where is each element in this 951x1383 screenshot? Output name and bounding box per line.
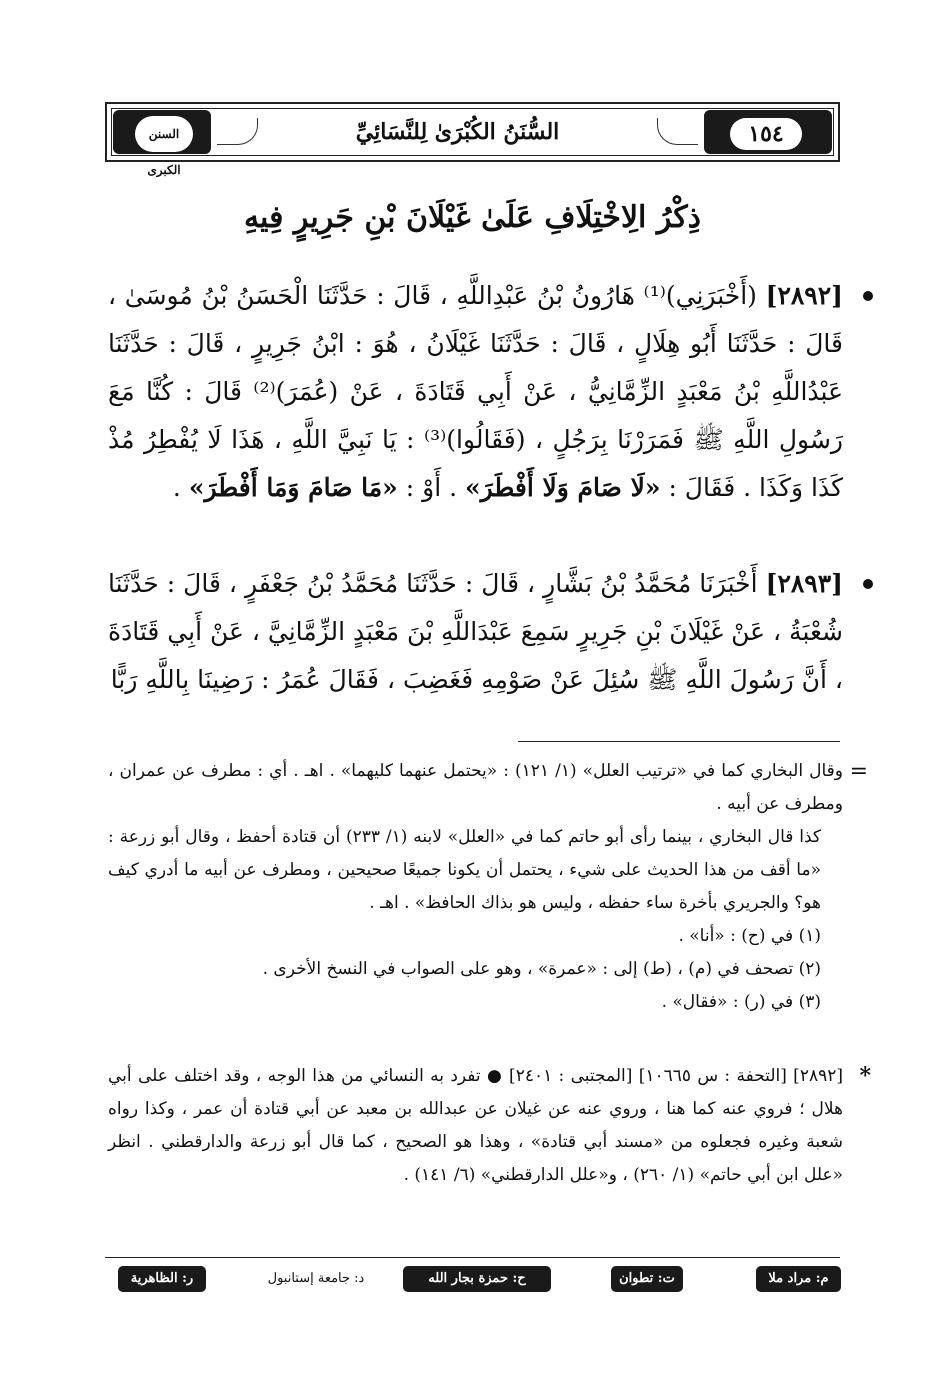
seal-ornament [113,110,211,177]
hadith-2892 [108,272,843,512]
footnote-continuation: كذا قال البخاري ، بينما رأى أبو حاتم كما في «العلل» لابنه (١/ ٢٣٣) أن قتادة أحفظ ، وقال أبو زرعة : «ما أقف من هذا الحديث على شيء ، يحتمل أن يكونا جميعًا صحيحين ، ومطرف عن أبيه ما أدري كيف هو؟ والجريري بأخرة ساء حفظه ، وليس هو بذاك الحافظ» . اهـ . [108,827,821,913]
book-seal: السنن الكبرى [135,116,193,152]
continuation-mark: = [849,759,868,784]
bullet-icon [863,291,873,301]
star-icon: * [859,1063,871,1089]
chapter-title: ذِكْرُ الِاخْتِلَافِ عَلَىٰ غَيْلَانَ بْنِ جَرِيرٍ فِيهِ [243,200,702,235]
hadith-quote: «مَا صَامَ وَمَا أَفْطَرَ» [188,473,398,502]
hadith-text: . [172,473,181,502]
title-curl-right [657,118,698,145]
footnote-2: (٢) تصحف في (م) ، (ط) إلى : «عمرة» ، وهو على الصواب في النسخ الأخرى . [262,959,821,979]
title-curl-left [217,118,258,145]
running-title-text: السُّنَنُ الكُبْرَىٰ لِلنَّسَائِيِّ [355,119,560,145]
bullet-icon [863,579,873,589]
hadith-quote: «لَا صَامَ وَلَا أَفْطَرَ» [465,473,661,502]
hadith-number: [٢٨٩٣] [765,569,844,598]
manuscript-siglum: ح: حمزة بجار الله [403,1266,551,1292]
page-header [105,102,840,177]
footnotes [108,755,868,1019]
manuscript-siglum: د: جامعة إستانبول [267,1271,365,1286]
footnote-divider [518,741,840,742]
manuscript-siglum: ت: تطوان [611,1266,683,1292]
page-number-ornament [704,110,832,154]
running-title [217,110,698,154]
hadith-2893 [108,560,843,704]
footnote-1: (١) في (ح) : «أنا» . [678,926,821,946]
manuscript-siglum: م: مراد ملا [756,1266,841,1292]
page-number: ١٥٤ [730,118,802,150]
takhrij-text: [٢٨٩٢] [التحفة : س ١٠٦٦٥] [المجتبى : ٢٤٠١] ● تفرد به النسائي من هذا الوجه ، وقد اختلف على أبي هلال ؛ فروي عنه كما هنا ، وروي عنه عن غيلان عن عبدالله بن معبد عن أبي قتادة أن عمر ، وكذا رواه شعبة وغيره فجعلوه من «مسند أبي قتادة» ، وهذا هو الصحيح ، كما قال أبو زرعة والدارقطني . انظر «علل ابن أبي حاتم» (١/ ٢٦٠) ، و«علل الدارقطني» (٦/ ١٤١) . [108,1066,843,1185]
takhrij-note [108,1060,871,1192]
hadith-number: [٢٨٩٢] [765,281,843,310]
manuscript-siglum: ر: الظاهرية [118,1266,206,1292]
bottom-rule [105,1257,840,1258]
hadith-text: أَخْبَرَنَا مُحَمَّدُ بْنُ بَشَّارٍ ، قَالَ : حَدَّثَنَا مُحَمَّدُ بْنُ جَعْفَرٍ ، قَالَ : حَدَّثَنَا شُعْبَةُ ، عَنْ غَيْلَانَ بْنِ جَرِيرٍ سَمِعَ عَبْدَاللَّهِ بْنَ مَعْبَدٍ الزِّمَّانِيَّ ، عَنْ أَبِي قَتَادَةَ ، أَنَّ رَسُولَ اللَّهِ ﷺ سُئِلَ عَنْ صَوْمِهِ فَغَضِبَ ، فَقَالَ عُمَرُ : رَضِينَا بِاللَّهِ رَبًّا [107,569,843,694]
hadith-text: (أَخْبَرَنِي)⁽¹⁾ هَارُونُ بْنُ عَبْدِاللَّهِ ، قَالَ : حَدَّثَنَا الْحَسَنُ بْنُ مُوسَىٰ ، قَالَ : حَدَّثَنَا أَبُو هِلَالٍ ، قَالَ : حَدَّثَنَا غَيْلَانُ ، هُوَ : ابْنُ جَرِيرٍ ، قَالَ : حَدَّثَنَا عَبْدُاللَّهِ بْنُ مَعْبَدٍ الزِّمَّانِيُّ ، عَنْ أَبِي قَتَادَةَ ، عَنْ (عُمَرَ)⁽²⁾ قَالَ : كُنَّا مَعَ رَسُولِ اللَّهِ ﷺ فَمَرَرْنَا بِرَجُلٍ ، (فَقَالُوا)⁽³⁾ : يَا نَبِيَّ اللَّهِ ، هَذَا لَا يُفْطِرُ مُذْ كَذَا وَكَذَا . فَقَالَ : [108,281,843,502]
footnote-3: (٣) في (ر) : «فقال» . [661,992,821,1012]
hadith-text: . أَوْ : [405,473,458,502]
footnote-continuation: وقال البخاري كما في «ترتيب العلل» (١/ ١٢١) : «يحتمل عنهما كليهما» . اهـ . أي : مطرف عن عمران ، ومطرف عن أبيه . [108,761,843,814]
